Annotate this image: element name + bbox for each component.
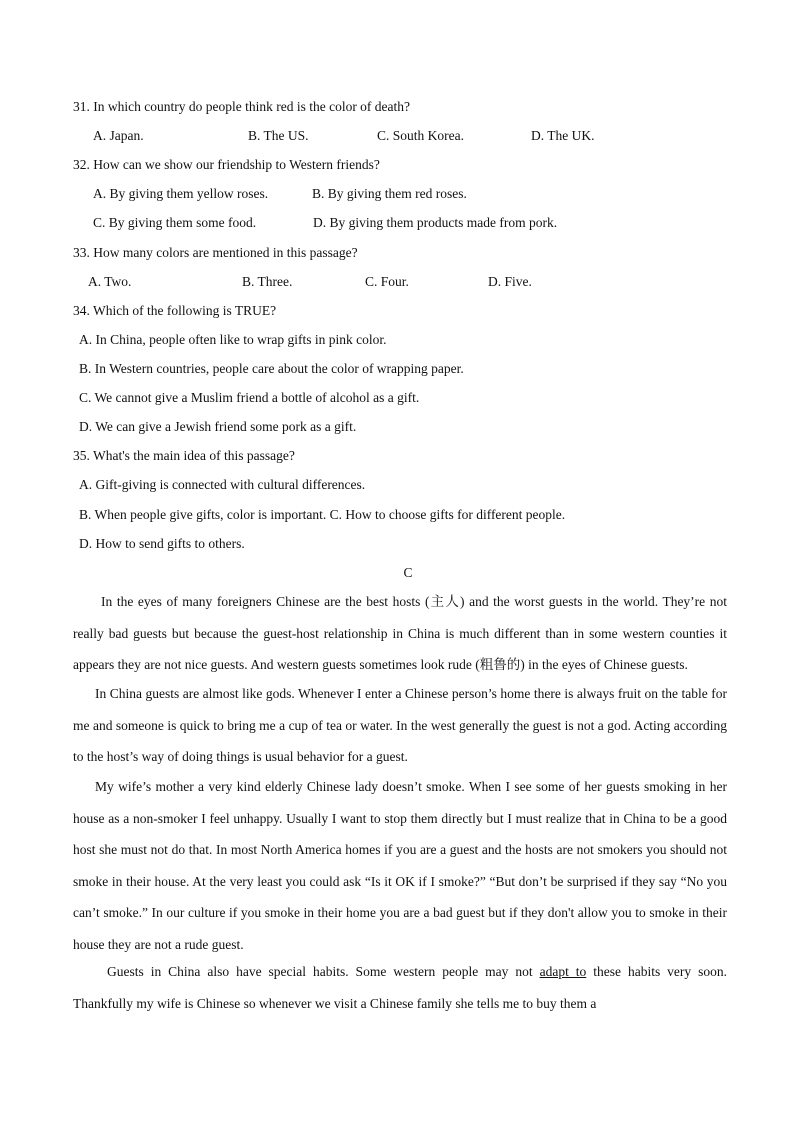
q31-option-a: A. Japan. — [93, 128, 144, 143]
passage-paragraph-2: In China guests are almost like gods. Whenever I enter a Chinese person’s home there is always fruit on the table for me and someone is quick to bring me a cup of tea or water. In the west generally the guest is not a god. Acting according to the host’s way of doing things is usual behavior for a guest. — [73, 686, 727, 764]
section-heading: C — [403, 565, 413, 580]
passage-paragraph-4 — [73, 956, 727, 1019]
q34-option-d: D. We can give a Jewish friend some pork as a gift. — [79, 419, 357, 434]
q33-option-a: A. Two. — [88, 274, 132, 289]
q32-option-c: C. By giving them some food. — [93, 215, 257, 230]
paragraph-4-text-before: Guests in China also have special habits. Some western people may not — [107, 964, 533, 979]
q35-option-a: A. Gift-giving is connected with cultural differences. — [79, 477, 366, 492]
question-33: 33. How many colors are mentioned in this passage? — [73, 245, 358, 260]
question-31: 31. In which country do people think red is the color of death? — [73, 99, 411, 114]
q35-option-b: B. When people give gifts, color is important. C. How to choose gifts for different people. — [79, 507, 566, 522]
question-35: 35. What's the main idea of this passage? — [73, 448, 295, 463]
q34-option-c: C. We cannot give a Muslim friend a bottle of alcohol as a gift. — [79, 390, 420, 405]
q31-option-b: B. The US. — [248, 128, 309, 143]
paragraph-4-text-after: these habits very soon. Thankfully my wife is Chinese so whenever we visit a Chinese family she tells me to buy them a — [73, 964, 728, 1011]
q32-option-d: D. By giving them products made from pork. — [313, 215, 558, 230]
passage-paragraph-3: My wife’s mother a very kind elderly Chinese lady doesn’t smoke. When I see some of her guests smoking in her house as a non-smoker I feel unhappy. Usually I want to stop them directly but I must realize that in China to be a good host she must not do that. In most North America homes if you are a guest and the hosts are not smokers you should not smoke in their house. At the very least you could ask “Is it OK if I smoke?” “But don’t be surprised if they say “No you can’t smoke.” In our culture if you smoke in their home you are a bad guest but if they don't allow you to smoke in their house they are not a rude guest. — [73, 779, 727, 952]
underlined-phrase: adapt to — [539, 964, 587, 979]
q31-option-c: C. South Korea. — [377, 128, 464, 143]
q32-option-b: B. By giving them red roses. — [312, 186, 467, 201]
q33-option-d: D. Five. — [488, 274, 532, 289]
q34-option-b: B. In Western countries, people care about the color of wrapping paper. — [79, 361, 464, 376]
q31-option-d: D. The UK. — [531, 128, 595, 143]
q32-option-a: A. By giving them yellow roses. — [93, 186, 269, 201]
q33-option-b: B. Three. — [242, 274, 293, 289]
passage-paragraph-1: In the eyes of many foreigners Chinese are the best hosts (主人) and the worst guests in the world. They’re not really bad guests but because the guest-host relationship in China is much different than in some western counties it appears they are not nice guests. And western guests sometimes look rude (粗鲁的) in the eyes of Chinese guests. — [73, 594, 727, 672]
q35-option-d: D. How to send gifts to others. — [79, 536, 245, 551]
q33-option-c: C. Four. — [365, 274, 409, 289]
q34-option-a: A. In China, people often like to wrap gifts in pink color. — [79, 332, 387, 347]
question-34: 34. Which of the following is TRUE? — [73, 303, 277, 318]
question-32: 32. How can we show our friendship to Western friends? — [73, 157, 380, 172]
